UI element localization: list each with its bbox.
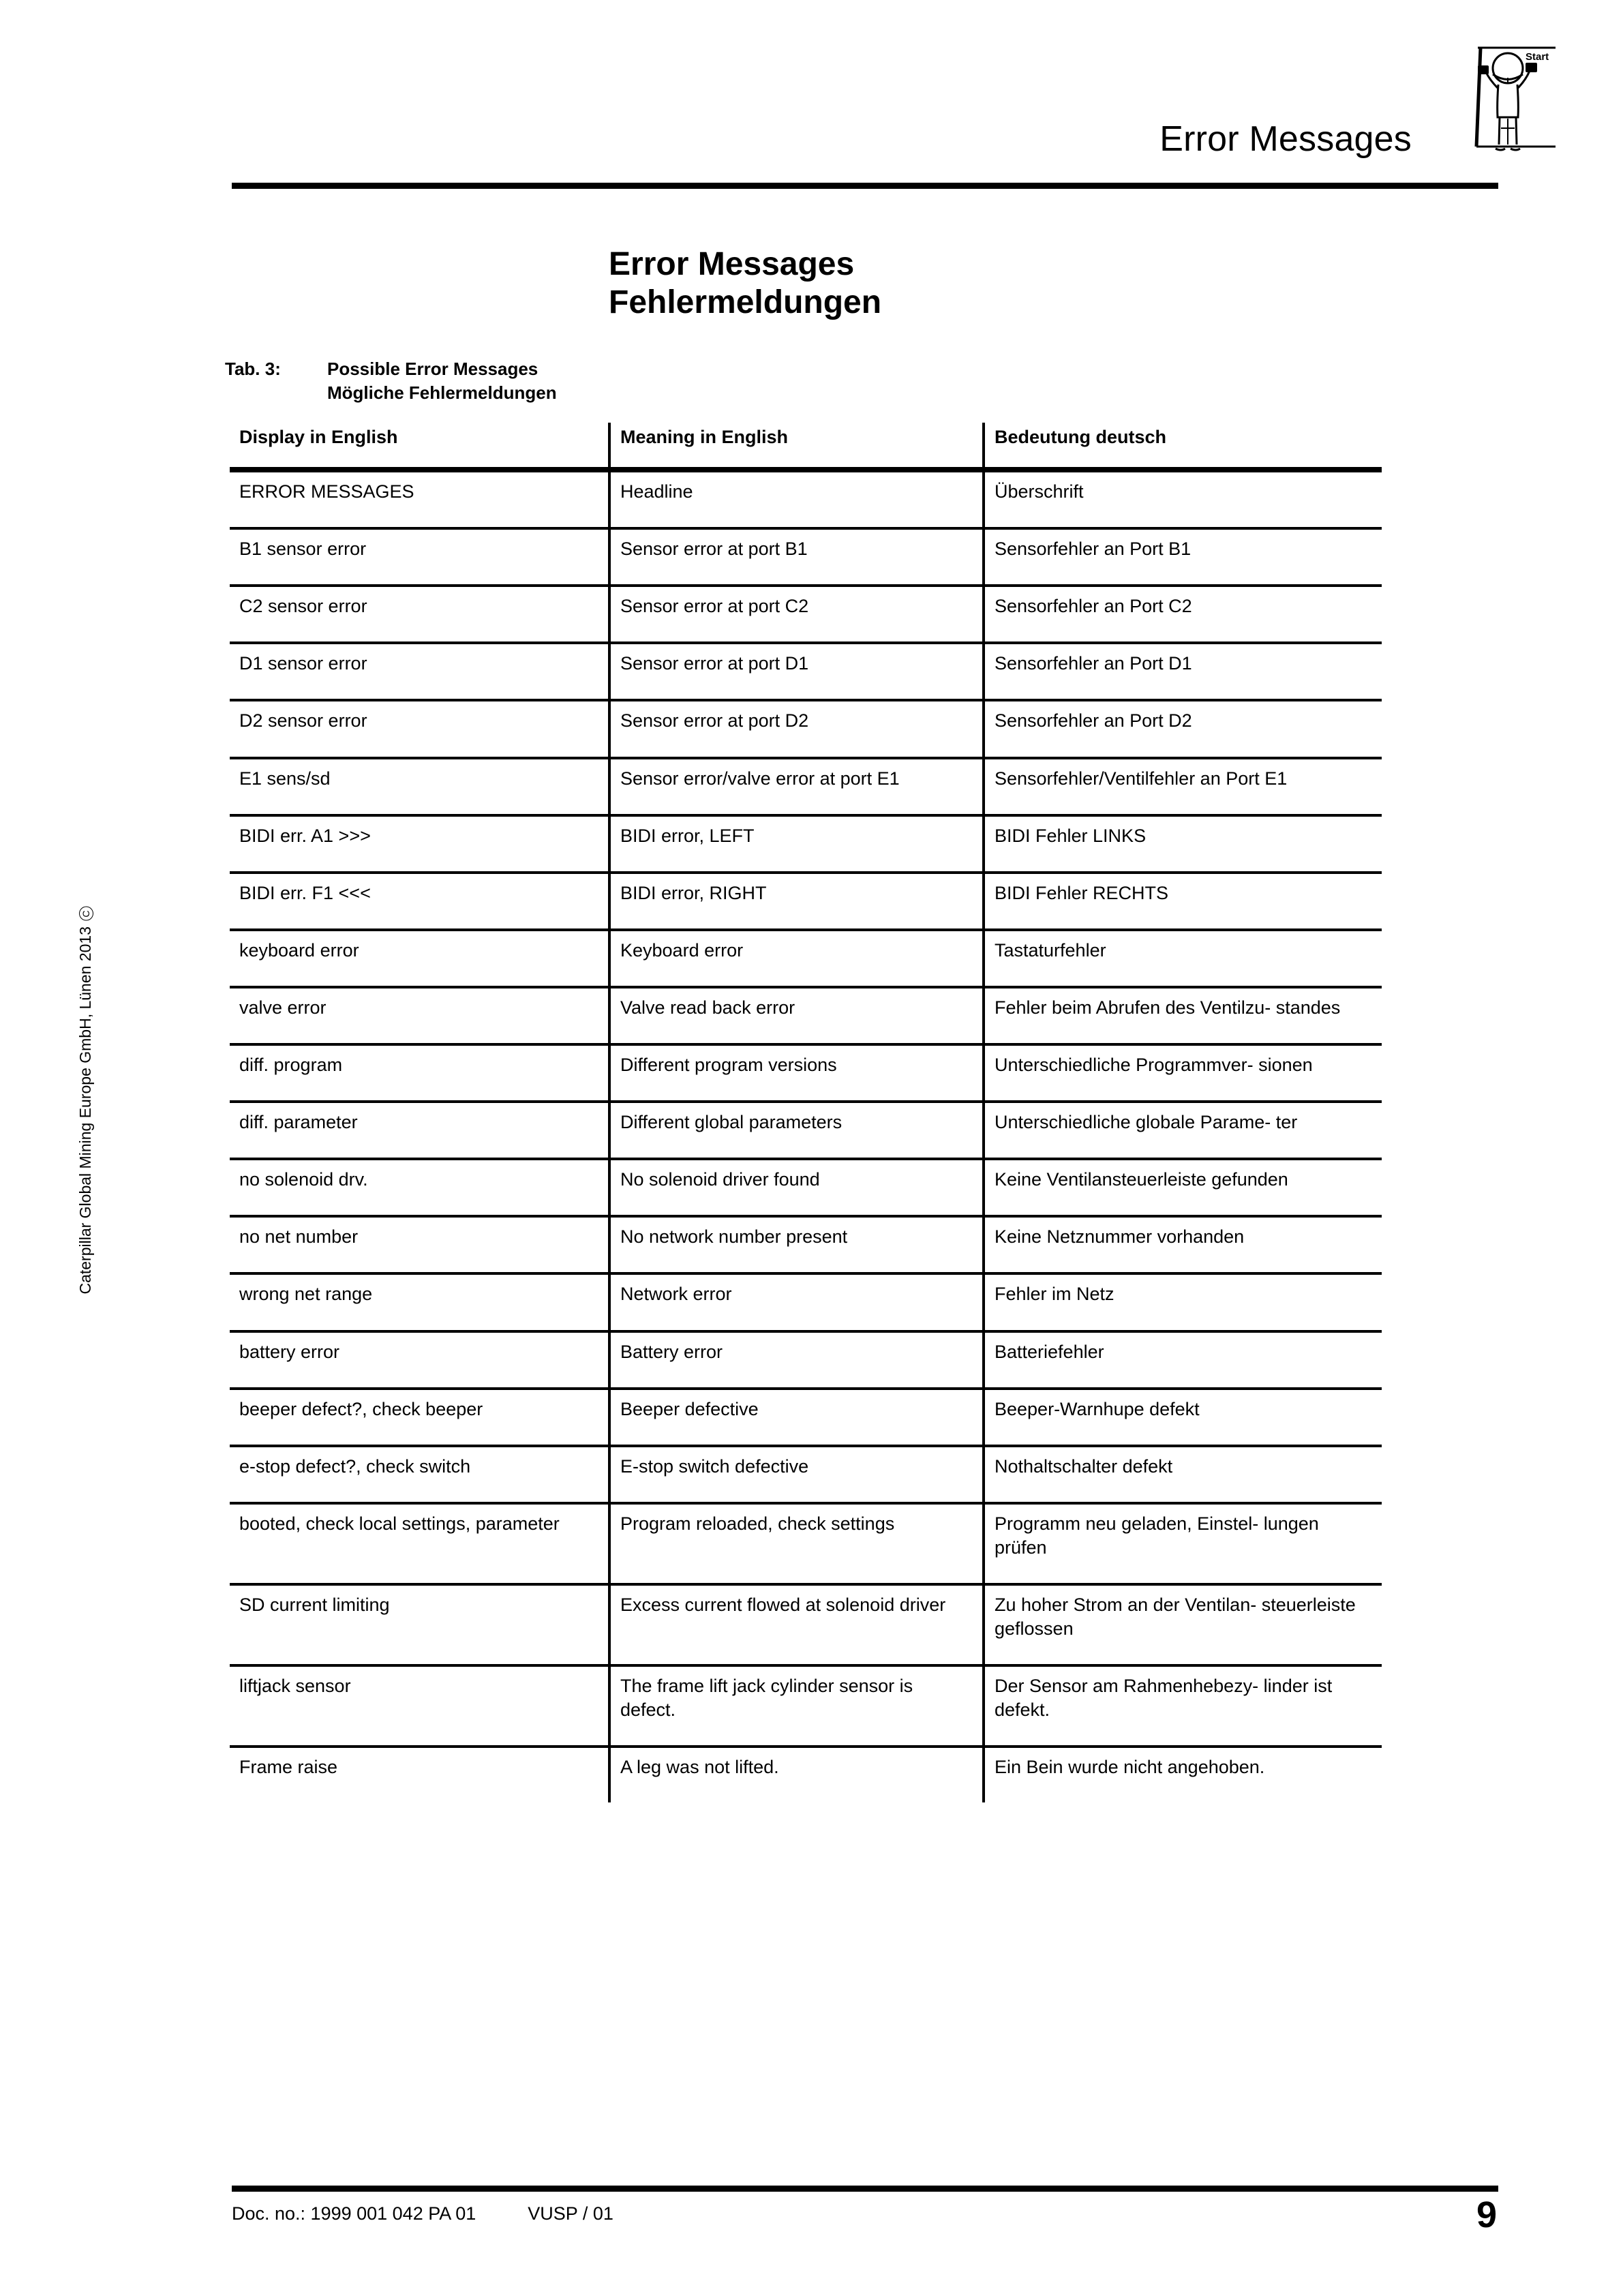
cell-display: e-stop defect?, check switch	[239, 1455, 471, 1477]
cell-meaning-de: Sensorfehler an Port D1	[984, 643, 1382, 700]
cell-display: D1 sensor error	[239, 653, 367, 674]
cell-display: BIDI err. A1 >>>	[239, 825, 371, 846]
cell-display: Frame raise	[239, 1757, 338, 1778]
cell-meaning-en: Sensor error at port D1	[609, 643, 984, 700]
table-header-row	[230, 423, 1382, 470]
cell-meaning-de: BIDI Fehler LINKS	[984, 815, 1382, 873]
cell-meaning-de: Sensorfehler an Port B1	[984, 528, 1382, 586]
table-row	[230, 930, 1382, 987]
table-caption-label: Tab. 3:	[225, 359, 281, 379]
table-caption-german: Mögliche Fehlermeldungen	[327, 382, 557, 403]
cell-meaning-de: BIDI Fehler RECHTS	[984, 873, 1382, 930]
cell-meaning-en: The frame lift jack cylinder sensor is defect.	[609, 1665, 984, 1747]
copyright-text: Caterpillar Global Mining Europe GmbH, Lünen 2013	[76, 926, 94, 1295]
table-caption	[225, 357, 557, 404]
cell-meaning-en: A leg was not lifted.	[609, 1747, 984, 1802]
table-row	[230, 1102, 1382, 1159]
table-row	[230, 1446, 1382, 1503]
table-row	[230, 1389, 1382, 1446]
cell-meaning-de: Sensorfehler an Port C2	[984, 586, 1382, 643]
cell-meaning-de: Nothaltschalter defekt	[984, 1446, 1382, 1503]
cell-display: E1 sens/sd	[239, 768, 331, 789]
table-row	[230, 470, 1382, 528]
cell-meaning-de: Überschrift	[984, 470, 1382, 528]
table-row	[230, 815, 1382, 873]
table-row	[230, 1503, 1382, 1584]
cell-meaning-de: Unterschiedliche Programmver- sionen	[984, 1044, 1382, 1102]
cell-meaning-en: BIDI error, RIGHT	[609, 873, 984, 930]
table-row	[230, 1331, 1382, 1389]
running-header	[0, 0, 1623, 198]
table-row	[230, 873, 1382, 930]
cell-meaning-en: Different global parameters	[609, 1102, 984, 1159]
cell-meaning-en: Valve read back error	[609, 987, 984, 1044]
column-header-meaning-german: Bedeutung deutsch	[984, 423, 1382, 470]
cell-display: beeper defect?, check beeper	[239, 1398, 483, 1419]
cell-meaning-de: Tastaturfehler	[984, 930, 1382, 987]
cell-meaning-de: Sensorfehler an Port D2	[984, 700, 1382, 757]
cell-meaning-en: BIDI error, LEFT	[609, 815, 984, 873]
table-row	[230, 643, 1382, 700]
cell-meaning-de: Keine Netznummer vorhanden	[984, 1216, 1382, 1273]
cell-meaning-en: Different program versions	[609, 1044, 984, 1102]
cell-display: no net number	[239, 1226, 359, 1248]
cell-meaning-en: Sensor error/valve error at port E1	[609, 758, 984, 815]
cell-display: C2 sensor error	[239, 596, 367, 617]
table-row	[230, 1747, 1382, 1802]
cell-display: battery error	[239, 1341, 340, 1362]
cell-display: liftjack sensor	[239, 1676, 351, 1697]
cell-display: B1 sensor error	[239, 539, 367, 560]
cell-meaning-de: Ein Bein wurde nicht angehoben.	[984, 1747, 1382, 1802]
cell-meaning-en: Program reloaded, check settings	[609, 1503, 984, 1584]
cell-meaning-en: Battery error	[609, 1331, 984, 1389]
cell-meaning-de: Fehler beim Abrufen des Ventilzu- standes	[984, 987, 1382, 1044]
cell-display: valve error	[239, 997, 327, 1018]
table-caption-english: Possible Error Messages	[327, 359, 539, 379]
table-row	[230, 700, 1382, 757]
cell-meaning-en: E-stop switch defective	[609, 1446, 984, 1503]
running-header-title: Error Messages	[1159, 119, 1412, 159]
table-row	[230, 1159, 1382, 1216]
cell-meaning-de: Batteriefehler	[984, 1331, 1382, 1389]
table-row	[230, 586, 1382, 643]
page-number: 9	[1476, 2194, 1497, 2235]
column-header-display-english: Display in English	[239, 427, 398, 447]
footer-doc-no-text: Doc. no.: 1999 001 042 PA 01	[232, 2203, 476, 2224]
cell-display: keyboard error	[239, 939, 359, 961]
cell-meaning-en: Headline	[609, 470, 984, 528]
cell-meaning-en: Sensor error at port D2	[609, 700, 984, 757]
table-row	[230, 1216, 1382, 1273]
cell-meaning-de: Der Sensor am Rahmenhebezy- linder ist defekt.	[984, 1665, 1382, 1747]
page-title	[609, 245, 881, 322]
cell-display: diff. program	[239, 1055, 343, 1076]
cell-display: diff. parameter	[239, 1112, 358, 1133]
footer-document-number	[232, 2203, 613, 2224]
copyright-symbol-icon: C	[79, 907, 93, 921]
miner-pressing-start-button-icon	[1466, 35, 1556, 158]
table-body	[230, 470, 1382, 1802]
page-title-english: Error Messages	[609, 246, 855, 282]
footer-variant-text: VUSP / 01	[528, 2203, 613, 2224]
cell-meaning-de: Zu hoher Strom an der Ventilan- steuerleiste geflossen	[984, 1584, 1382, 1665]
cell-meaning-de: Sensorfehler/Ventilfehler an Port E1	[984, 758, 1382, 815]
table-row	[230, 528, 1382, 586]
cell-display: booted, check local settings, parameter	[239, 1513, 560, 1534]
cell-meaning-de: Fehler im Netz	[984, 1273, 1382, 1331]
cell-display: SD current limiting	[239, 1594, 390, 1615]
cell-display: no solenoid drv.	[239, 1169, 368, 1190]
header-divider	[232, 183, 1498, 189]
cell-meaning-en: No network number present	[609, 1216, 984, 1273]
cell-meaning-de: Keine Ventilansteuerleiste gefunden	[984, 1159, 1382, 1216]
cell-meaning-de: Beeper-Warnhupe defekt	[984, 1389, 1382, 1446]
cell-meaning-en: Keyboard error	[609, 930, 984, 987]
cell-meaning-en: Network error	[609, 1273, 984, 1331]
error-messages-table	[230, 423, 1382, 1802]
cell-display: wrong net range	[239, 1284, 373, 1305]
table-row	[230, 1584, 1382, 1665]
cell-display: BIDI err. F1 <<<	[239, 882, 371, 903]
cell-display: D2 sensor error	[239, 710, 367, 731]
copyright-sidebar	[76, 907, 95, 1295]
table-row	[230, 758, 1382, 815]
table-row	[230, 1665, 1382, 1747]
footer-divider	[232, 2186, 1498, 2192]
cell-meaning-de: Programm neu geladen, Einstel- lungen prüfen	[984, 1503, 1382, 1584]
table-row	[230, 1273, 1382, 1331]
cell-meaning-en: Sensor error at port B1	[609, 528, 984, 586]
cell-display: ERROR MESSAGES	[239, 481, 414, 502]
cell-meaning-en: No solenoid driver found	[609, 1159, 984, 1216]
cell-meaning-en: Sensor error at port C2	[609, 586, 984, 643]
cell-meaning-de: Unterschiedliche globale Parame- ter	[984, 1102, 1382, 1159]
table-row	[230, 1044, 1382, 1102]
column-header-meaning-english: Meaning in English	[609, 423, 984, 470]
table-row	[230, 987, 1382, 1044]
cell-meaning-en: Beeper defective	[609, 1389, 984, 1446]
svg-text:Start: Start	[1526, 51, 1549, 63]
page-title-german: Fehlermeldungen	[609, 284, 882, 321]
cell-meaning-en: Excess current flowed at solenoid driver	[609, 1584, 984, 1665]
